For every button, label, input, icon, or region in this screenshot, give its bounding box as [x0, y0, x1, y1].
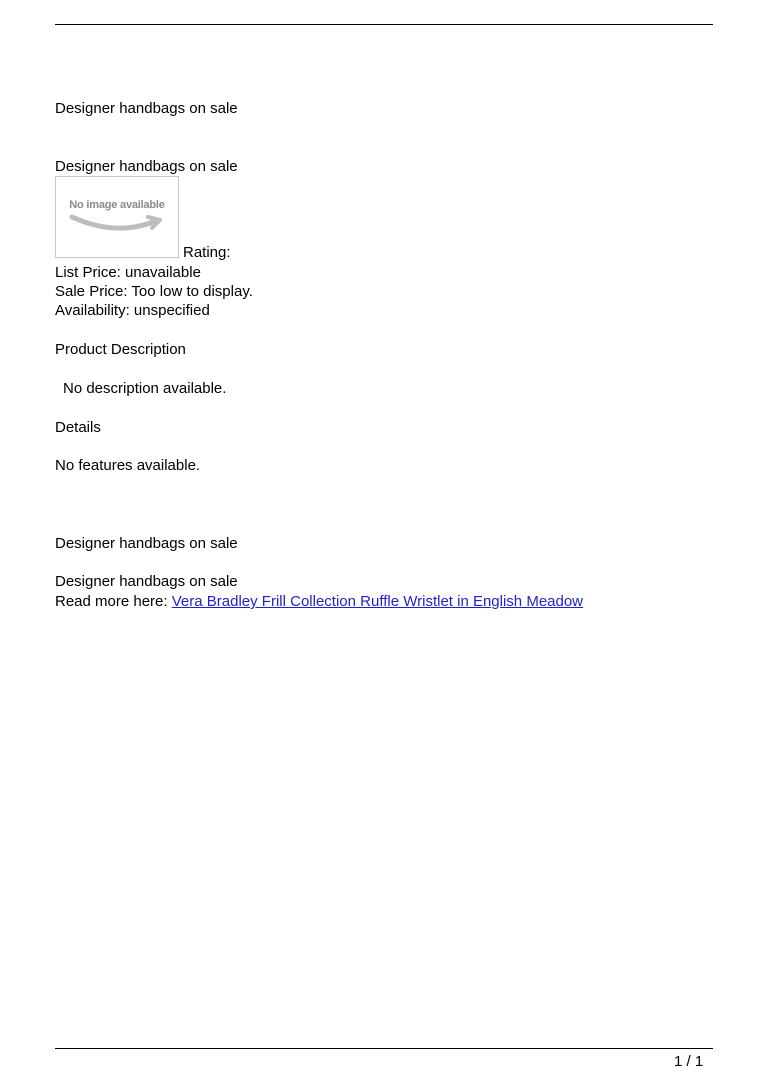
footer-title: Designer handbags on sale	[55, 535, 238, 552]
no-image-label: No image available	[69, 199, 165, 211]
description-heading: Product Description	[55, 341, 186, 358]
sale-price: Sale Price: Too low to display.	[55, 283, 253, 300]
bottom-rule	[55, 1048, 713, 1049]
list-price: List Price: unavailable	[55, 264, 201, 281]
details-text: No features available.	[55, 457, 201, 474]
page-number: 1 / 1	[674, 1053, 704, 1070]
read-more-link[interactable]: Vera Bradley Frill Collection Ruffle Wristlet in English Meadow	[171, 593, 584, 610]
availability: Availability: unspecified	[55, 302, 210, 319]
page-title: Designer handbags on sale	[55, 100, 238, 117]
no-image-placeholder	[55, 176, 179, 258]
details-heading: Details	[55, 419, 101, 436]
smile-arrow-icon	[68, 213, 166, 235]
description-text: No description available.	[63, 380, 227, 397]
read-more-prefix: Read more here:	[55, 593, 172, 610]
top-rule	[55, 24, 713, 25]
rating-label: Rating:	[183, 244, 231, 261]
read-more-line	[55, 592, 583, 611]
footer-subtitle: Designer handbags on sale	[55, 573, 238, 590]
product-title: Designer handbags on sale	[55, 158, 238, 175]
